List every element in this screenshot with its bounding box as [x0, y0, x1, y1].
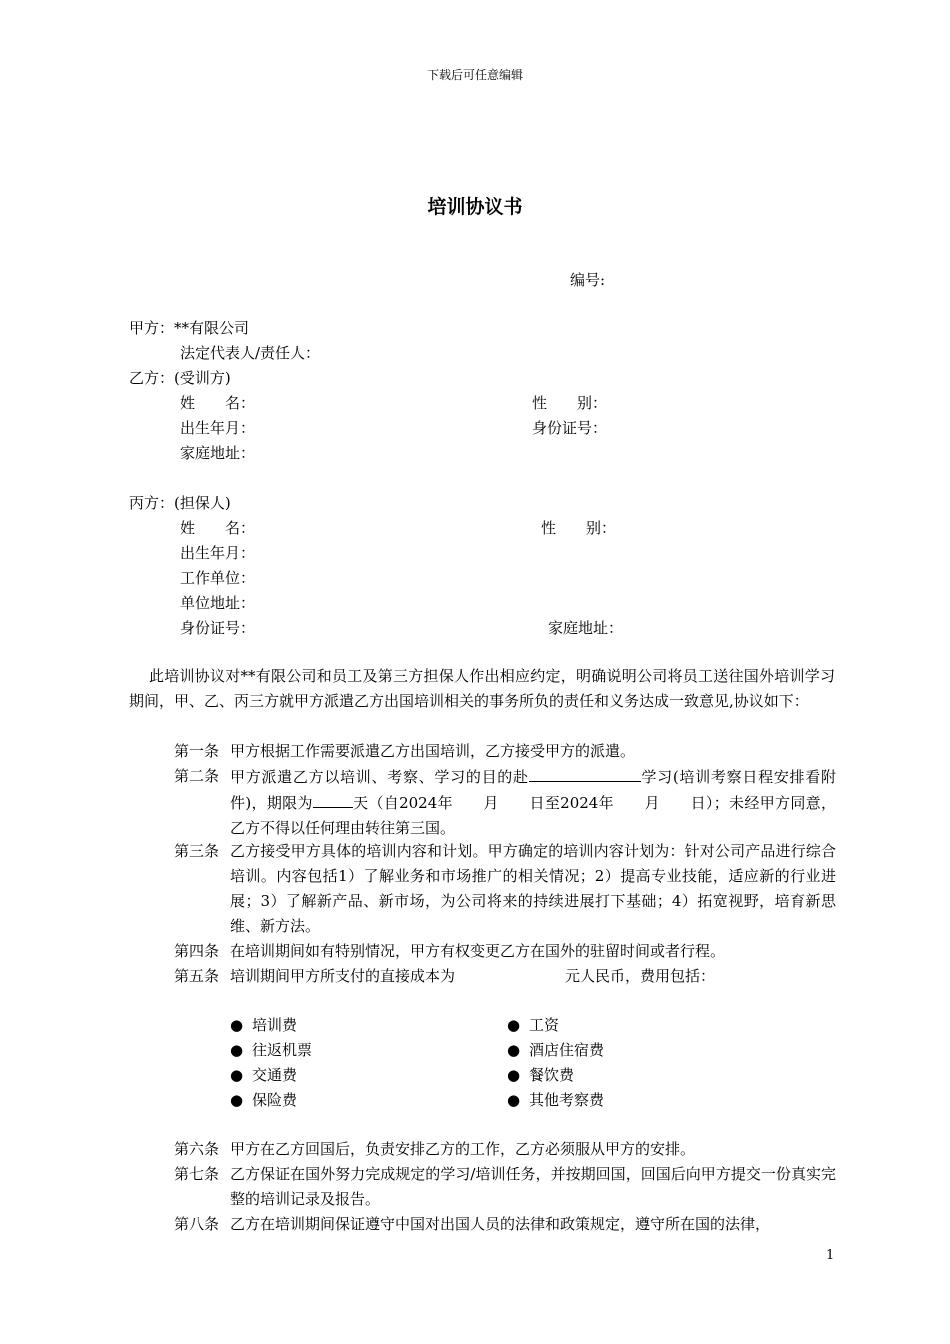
- party-b-birth-label: 出生年月：: [180, 419, 256, 437]
- article-8: [174, 1212, 836, 1237]
- document-title: 培训协议书: [427, 196, 523, 218]
- party-b-line: [129, 366, 231, 391]
- cost-item-label: 餐饮费: [529, 1066, 575, 1084]
- destination-blank: [529, 764, 641, 782]
- party-b-gender-label: 性 别：: [532, 394, 608, 412]
- article-2-part2: 学习(培训考察日程安排看附件)，期限为: [230, 768, 836, 812]
- party-a-label: 甲方：: [129, 319, 175, 337]
- article-4-text: 在培训期间如有特别情况，甲方有权变更乙方在国外的驻留时间或者行程。: [230, 942, 726, 960]
- cost-item-training: [230, 1013, 297, 1038]
- party-c-gender-label: 性 别：: [541, 519, 617, 537]
- cost-item-label: 交通费: [252, 1066, 298, 1084]
- article-7: [174, 1162, 836, 1212]
- article-5: [174, 964, 836, 989]
- bullet-icon: ●: [230, 1016, 244, 1034]
- cost-item-label: 培训费: [252, 1016, 298, 1034]
- cost-item-salary: [507, 1013, 559, 1038]
- bullet-icon: ●: [507, 1091, 521, 1109]
- cost-item-insurance: [230, 1088, 297, 1113]
- party-b-name-label: 姓 名：: [180, 394, 256, 412]
- article-5-text: [230, 964, 836, 989]
- article-4: [174, 939, 836, 964]
- article-6-number: 第六条: [174, 1140, 220, 1158]
- number-label: 编号:: [570, 271, 606, 289]
- party-a-name: **有限公司: [174, 319, 250, 337]
- article-5-part2: 元人民币，费用包括：: [565, 967, 716, 985]
- article-3: [174, 839, 836, 939]
- cost-item-label: 酒店住宿费: [529, 1041, 605, 1059]
- bullet-icon: ●: [230, 1066, 244, 1084]
- cost-item-label: 工资: [529, 1016, 560, 1034]
- bullet-icon: ●: [230, 1091, 244, 1109]
- party-c-home-label: 家庭地址：: [548, 619, 624, 637]
- party-a-line: [129, 316, 249, 341]
- party-c-birth-label: 出生年月：: [180, 544, 256, 562]
- bullet-icon: ●: [507, 1041, 521, 1059]
- article-6: [174, 1137, 836, 1162]
- article-8-number: 第八条: [174, 1215, 220, 1233]
- party-c-role: (担保人): [174, 494, 231, 512]
- intro-paragraph: [129, 664, 835, 714]
- article-3-text: 乙方接受甲方具体的培训内容和计划。甲方确定的培训内容计划为：针对公司产品进行综合培训。内容包括1）了解业务和市场推广的相关情况；2）提高专业技能，适应新的行业进展；3）了解新产品、新市场，为公司将来的持续进展打下基础；4）拓宽视野，培育新思维、新方法。: [230, 842, 836, 935]
- party-b-role: (受训方): [174, 369, 231, 387]
- article-7-number: 第七条: [174, 1165, 220, 1183]
- party-c-line: [129, 491, 231, 516]
- cost-item-meals: [507, 1063, 574, 1088]
- party-b-label: 乙方：: [129, 369, 175, 387]
- cost-item-label: 其他考察费: [529, 1091, 605, 1109]
- bullet-icon: ●: [230, 1041, 244, 1059]
- bullet-icon: ●: [507, 1066, 521, 1084]
- article-3-number: 第三条: [174, 842, 220, 860]
- article-2: [174, 764, 836, 839]
- article-2-part3: 天（自2024年 月 日至2024年 月 日）；未经甲方同意，乙方不得以任何理由转往第三国。: [230, 794, 836, 837]
- cost-item-label: 往返机票: [252, 1041, 313, 1059]
- cost-item-airfare: [230, 1038, 312, 1063]
- article-1-text: 甲方根据工作需要派遣乙方出国培训，乙方接受甲方的派遣。: [230, 742, 636, 760]
- party-c-id-label: 身份证号：: [180, 619, 256, 637]
- party-a-rep-label: 法定代表人/责任人：: [180, 344, 321, 362]
- cost-item-hotel: [507, 1038, 604, 1063]
- intro-text: 此培训协议对**有限公司和员工及第三方担保人作出相应约定，明确说明公司将员工送往国外培训学习期间，甲、乙、丙三方就甲方派遣乙方出国培训相关的事务所负的责任和义务达成一致意见,协议如下：: [129, 667, 835, 710]
- cost-item-label: 保险费: [252, 1091, 298, 1109]
- party-b-id-label: 身份证号：: [532, 419, 608, 437]
- article-1-number: 第一条: [174, 742, 220, 760]
- article-1: [174, 739, 836, 764]
- article-8-text: 乙方在培训期间保证遵守中国对出国人员的法律和政策规定，遵守所在国的法律，: [230, 1215, 771, 1233]
- article-2-text: [230, 764, 836, 841]
- article-6-text: 甲方在乙方回国后，负责安排乙方的工作，乙方必须服从甲方的安排。: [230, 1140, 696, 1158]
- party-c-work-label: 工作单位：: [180, 569, 256, 587]
- page-number: 1: [826, 1248, 835, 1263]
- article-2-part1: 甲方派遣乙方以培训、考察、学习的目的赴: [230, 768, 529, 786]
- party-c-work-address-label: 单位地址：: [180, 594, 256, 612]
- article-5-part1: 培训期间甲方所支付的直接成本为: [230, 967, 456, 985]
- bullet-icon: ●: [507, 1016, 521, 1034]
- page-header-note: 下载后可任意编辑: [426, 68, 523, 82]
- cost-item-other: [507, 1088, 604, 1113]
- party-b-address-label: 家庭地址：: [180, 444, 256, 462]
- duration-blank: [313, 790, 353, 808]
- article-4-number: 第四条: [174, 942, 220, 960]
- article-5-number: 第五条: [174, 967, 220, 985]
- party-c-name-label: 姓 名：: [180, 519, 256, 537]
- article-2-number: 第二条: [174, 767, 220, 785]
- article-7-text: 乙方保证在国外努力完成规定的学习/培训任务，并按期回国，回国后向甲方提交一份真实完整的培训记录及报告。: [230, 1165, 836, 1208]
- cost-item-transport: [230, 1063, 297, 1088]
- party-c-label: 丙方：: [129, 494, 175, 512]
